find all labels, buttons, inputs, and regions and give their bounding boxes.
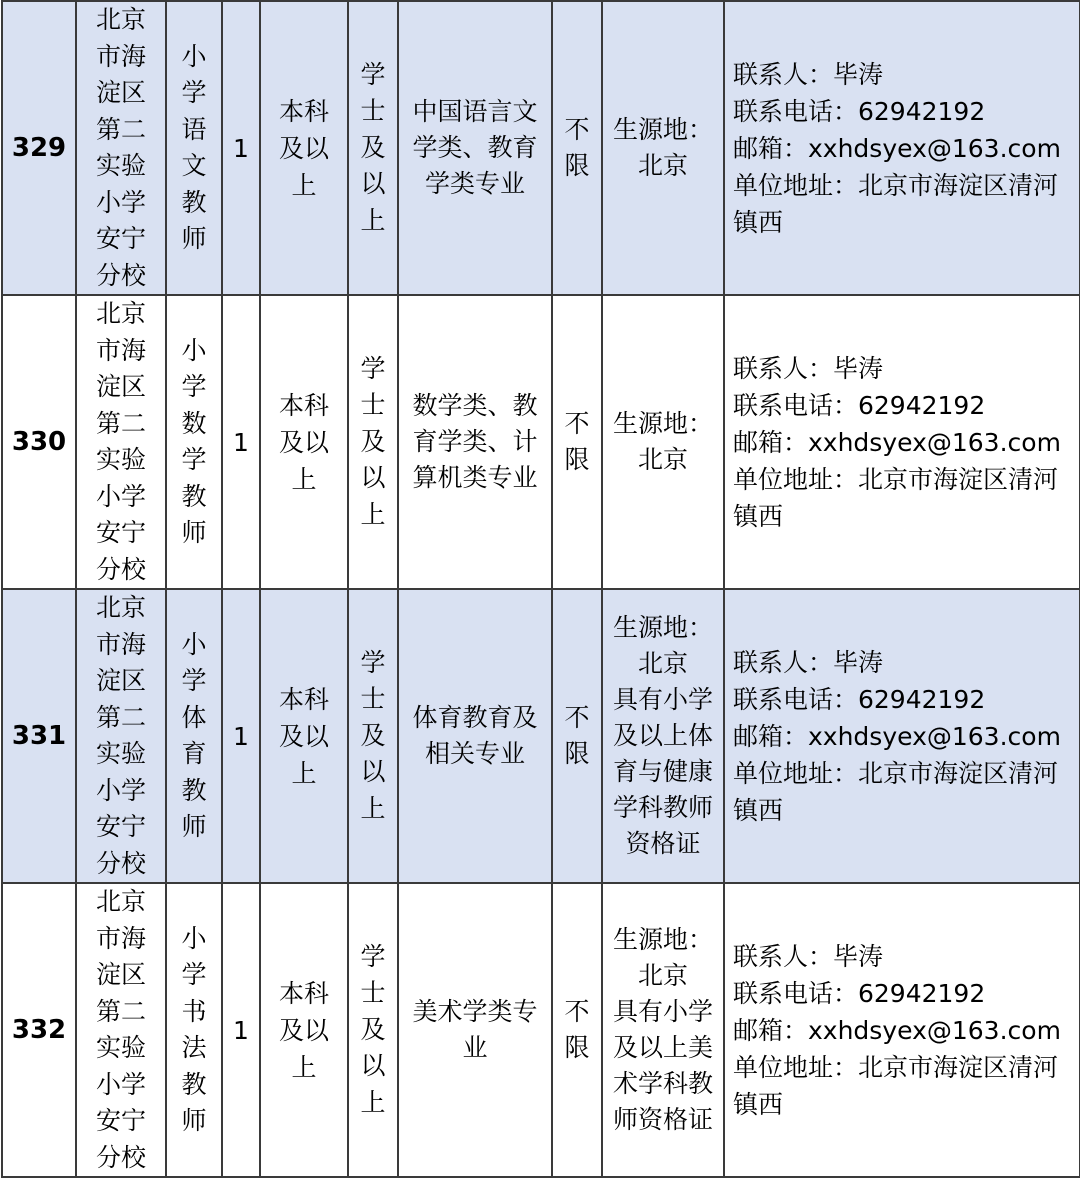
employer-line: 淀区 [95,666,146,695]
requirements-line: 师资格证 [612,1105,713,1134]
requirements-line: 及以上美 [612,1033,713,1062]
contact-line: 镇西 [733,501,784,531]
position-line: 书 [181,996,207,1026]
table-body [2,1,1080,1177]
contact-line: 镇西 [733,1089,784,1119]
degree-line: 学 [360,941,386,971]
requirements-line: 资格证 [625,829,701,858]
headcount-cell: 1 [222,883,260,1177]
requirements-line: 具有小学 [612,685,713,714]
position-line: 学 [181,666,207,695]
position-line: 体 [181,702,207,732]
political-status-line: 限 [564,1033,590,1062]
degree-line: 及 [360,1014,386,1044]
position-line: 学 [181,372,207,401]
political-status-line: 不 [564,703,590,732]
contact-line: 邮箱：xxhdsyex@163.com [733,427,1061,457]
political-status-line: 不 [564,409,590,438]
degree-line: 及 [360,132,386,162]
education-line: 本科 [278,390,329,420]
contact-line: 联系人：毕涛 [733,647,884,677]
degree-line: 学 [360,647,386,677]
degree-line: 及 [360,720,386,750]
education-line: 本科 [278,978,329,1008]
employer-line: 分校 [95,554,146,584]
degree-line: 学 [360,59,386,89]
education-line: 及以 [278,133,329,163]
requirements-line: 北京 [637,961,688,990]
education-line: 本科 [278,96,329,126]
employer-line: 北京 [95,887,146,916]
employer-line: 安宁 [95,1106,146,1135]
employer-cell [76,1,166,295]
requirements-line: 生源地： [612,409,713,438]
education-line: 上 [291,464,317,494]
contact-line: 联系电话：62942192 [733,978,986,1008]
serial-number-cell: 331 [2,589,76,883]
position-line: 教 [181,775,207,805]
requirements-line: 学科教师 [612,793,713,822]
political-status-cell [552,295,602,589]
table-row [2,295,1080,589]
degree-line: 以 [360,169,386,199]
contact-line: 联系电话：62942192 [733,390,986,420]
degree-line: 上 [360,1087,386,1117]
employer-line: 小学 [95,187,146,217]
major-line: 算机类专业 [412,463,538,492]
education-cell [260,589,348,883]
major-cell [398,295,552,589]
major-line: 业 [462,1033,488,1062]
requirements-line: 具有小学 [612,997,713,1026]
serial-number-cell: 330 [2,295,76,589]
degree-line: 上 [360,499,386,529]
education-line: 及以 [278,427,329,457]
contact-line: 镇西 [733,207,784,237]
employer-cell [76,295,166,589]
position-line: 文 [181,151,207,180]
political-status-line: 限 [564,739,590,768]
degree-line: 士 [360,978,386,1008]
requirements-cell [602,883,724,1177]
contact-line: 联系人：毕涛 [733,941,884,971]
contact-line: 邮箱：xxhdsyex@163.com [733,133,1061,163]
employer-line: 北京 [95,593,146,622]
degree-cell [348,589,398,883]
political-status-cell [552,883,602,1177]
position-line: 师 [181,518,207,547]
employer-line: 市海 [95,923,146,953]
contact-line: 镇西 [733,795,784,825]
employer-line: 分校 [95,1142,146,1172]
degree-line: 以 [360,757,386,787]
major-line: 数学类、教 [412,391,538,420]
employer-line: 小学 [95,481,146,511]
degree-line: 以 [360,1051,386,1081]
requirements-cell [602,1,724,295]
contact-cell [724,1,1080,295]
education-cell [260,1,348,295]
degree-line: 士 [360,96,386,126]
employer-line: 市海 [95,629,146,659]
contact-line: 单位地址：北京市海淀区清河 [733,1052,1059,1082]
degree-line: 士 [360,684,386,714]
position-cell [166,883,222,1177]
major-line: 学类、教育 [412,133,538,162]
position-line: 育 [181,739,207,768]
employer-line: 实验 [95,151,146,180]
requirements-line: 北京 [637,445,688,474]
degree-line: 学 [360,353,386,383]
requirements-line: 术学科教 [612,1069,713,1098]
contact-line: 单位地址：北京市海淀区清河 [733,170,1059,200]
contact-line: 邮箱：xxhdsyex@163.com [733,721,1061,751]
headcount-cell: 1 [222,295,260,589]
contact-cell [724,295,1080,589]
degree-cell [348,1,398,295]
education-line: 上 [291,1052,317,1082]
education-line: 本科 [278,684,329,714]
employer-line: 实验 [95,445,146,474]
position-cell [166,1,222,295]
degree-cell [348,883,398,1177]
major-cell [398,589,552,883]
major-line: 相关专业 [424,739,525,768]
headcount-cell: 1 [222,1,260,295]
recruitment-table [1,0,1080,1178]
employer-line: 小学 [95,775,146,805]
contact-line: 联系电话：62942192 [733,684,986,714]
position-line: 数 [181,408,207,438]
requirements-line: 生源地： [612,613,713,642]
contact-line: 单位地址：北京市海淀区清河 [733,758,1059,788]
contact-line: 邮箱：xxhdsyex@163.com [733,1015,1061,1045]
employer-cell [76,589,166,883]
degree-cell [348,295,398,589]
education-line: 上 [291,170,317,200]
employer-line: 市海 [95,335,146,365]
political-status-line: 不 [564,115,590,144]
major-cell [398,883,552,1177]
degree-line: 上 [360,793,386,823]
major-line: 育学类、计 [412,427,538,456]
degree-line: 以 [360,463,386,493]
degree-line: 士 [360,390,386,420]
employer-line: 小学 [95,1069,146,1099]
contact-cell [724,589,1080,883]
major-line: 中国语言文 [412,97,538,126]
political-status-line: 限 [564,151,590,180]
employer-line: 实验 [95,1033,146,1062]
education-line: 及以 [278,721,329,751]
position-line: 小 [181,335,207,365]
position-line: 学 [181,78,207,107]
serial-number-cell: 329 [2,1,76,295]
employer-line: 第二 [95,702,146,732]
requirements-line: 育与健康 [612,757,713,786]
position-cell [166,589,222,883]
degree-line: 及 [360,426,386,456]
position-line: 学 [181,445,207,474]
position-line: 小 [181,41,207,71]
contact-line: 单位地址：北京市海淀区清河 [733,464,1059,494]
employer-line: 淀区 [95,78,146,107]
employer-line: 分校 [95,260,146,290]
employer-line: 市海 [95,41,146,71]
position-line: 小 [181,923,207,953]
table-row [2,883,1080,1177]
employer-line: 淀区 [95,960,146,989]
position-line: 师 [181,224,207,253]
headcount-cell: 1 [222,589,260,883]
employer-line: 安宁 [95,224,146,253]
education-cell [260,883,348,1177]
position-line: 教 [181,187,207,217]
position-line: 师 [181,1106,207,1135]
education-cell [260,295,348,589]
employer-line: 第二 [95,996,146,1026]
employer-line: 第二 [95,114,146,144]
contact-line: 联系人：毕涛 [733,353,884,383]
political-status-line: 不 [564,997,590,1026]
requirements-cell [602,295,724,589]
position-line: 法 [181,1033,207,1062]
major-line: 体育教育及 [412,703,538,732]
degree-line: 上 [360,205,386,235]
requirements-line: 生源地： [612,925,713,954]
education-line: 上 [291,758,317,788]
political-status-cell [552,1,602,295]
contact-line: 联系电话：62942192 [733,96,986,126]
employer-line: 安宁 [95,518,146,547]
position-line: 教 [181,481,207,511]
requirements-line: 及以上体 [612,721,713,750]
major-line: 美术学类专 [412,997,538,1026]
employer-line: 第二 [95,408,146,438]
political-status-cell [552,589,602,883]
employer-line: 北京 [95,5,146,34]
requirements-line: 北京 [637,151,688,180]
table-row [2,1,1080,295]
contact-cell [724,883,1080,1177]
position-line: 小 [181,629,207,659]
requirements-cell [602,589,724,883]
serial-number-cell: 332 [2,883,76,1177]
table-row [2,589,1080,883]
major-cell [398,1,552,295]
position-line: 教 [181,1069,207,1099]
position-line: 语 [181,114,207,144]
major-line: 学类专业 [424,169,525,198]
position-line: 学 [181,960,207,989]
employer-line: 北京 [95,299,146,328]
education-line: 及以 [278,1015,329,1045]
employer-line: 分校 [95,848,146,878]
employer-cell [76,883,166,1177]
political-status-line: 限 [564,445,590,474]
requirements-line: 北京 [637,649,688,678]
employer-line: 实验 [95,739,146,768]
employer-line: 淀区 [95,372,146,401]
employer-line: 安宁 [95,812,146,841]
contact-line: 联系人：毕涛 [733,59,884,89]
position-cell [166,295,222,589]
position-line: 师 [181,812,207,841]
requirements-line: 生源地： [612,115,713,144]
